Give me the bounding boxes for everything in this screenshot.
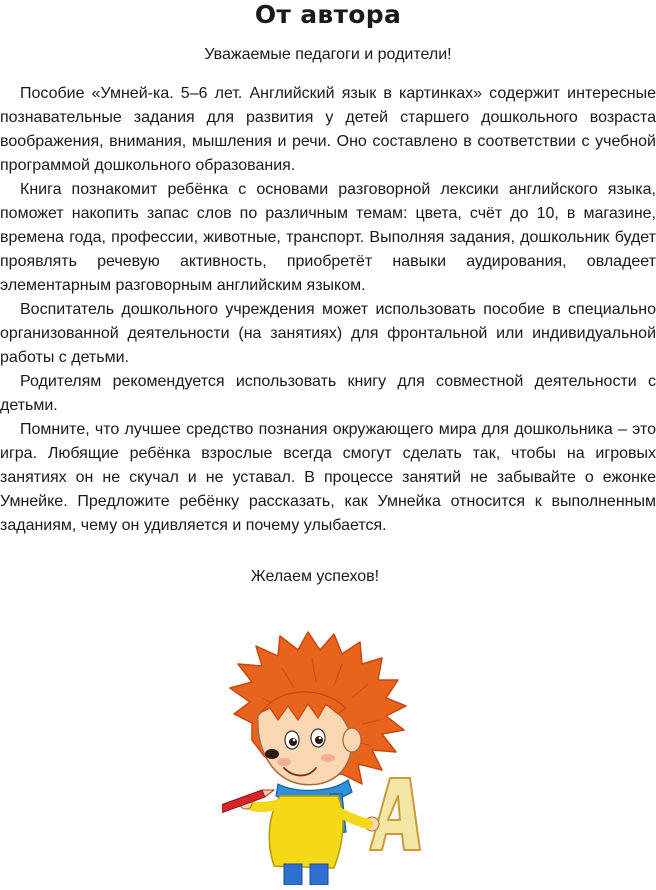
greeting-line: Уважаемые педагоги и родители! — [204, 46, 452, 63]
paragraph: Пособие «Умней-ка. 5–6 лет. Английский язык в картинках» содержит интересные познавательные задания для развития у детей старшего дошкольного возраста воображения, внимания, мышления и речи. Оно составлено в соответствии с учебной программой дошкольного образования. — [0, 85, 656, 174]
letter-a-icon — [370, 778, 420, 850]
paragraph: Воспитатель дошкольного учреждения может использовать пособие в специально организованной деятельности (на занятиях) для фронтальной или индивидуальной работы с детьми. — [0, 301, 656, 366]
page-title: От автора — [254, 0, 402, 29]
body-text — [0, 82, 656, 538]
paragraph: Помните, что лучшее средство познания окружающего мира для дошкольника – это игра. Любящие ребёнка взрослые всегда смогут сделать так, чтобы на игровых занятиях он не скучал и не уставал. В процессе занятий не забывайте о ежонке Умнейке. Предложите ребёнку рассказать, как Умнейка относится к выполненным заданиям, чему он удивляется и почему улыбается. — [0, 421, 656, 534]
paragraph: Родителям рекомендуется использовать книгу для совместной деятельности с детьми. — [0, 373, 656, 414]
closing-wish: Желаем успехов! — [250, 568, 380, 585]
paragraph: Книга познакомит ребёнка с основами разговорной лексики английского языка, поможет накопить запас слов по различным темам: цвета, счёт до 10, в магазине, времена года, профессии, животные, транспорт. Выполняя задания, дошкольник будет проявлять речевую активность, приобретёт навыки аудирования, овладеет элементарным разговорным английским языком. — [0, 181, 656, 294]
hedgehog-umneyka-icon — [222, 628, 422, 885]
